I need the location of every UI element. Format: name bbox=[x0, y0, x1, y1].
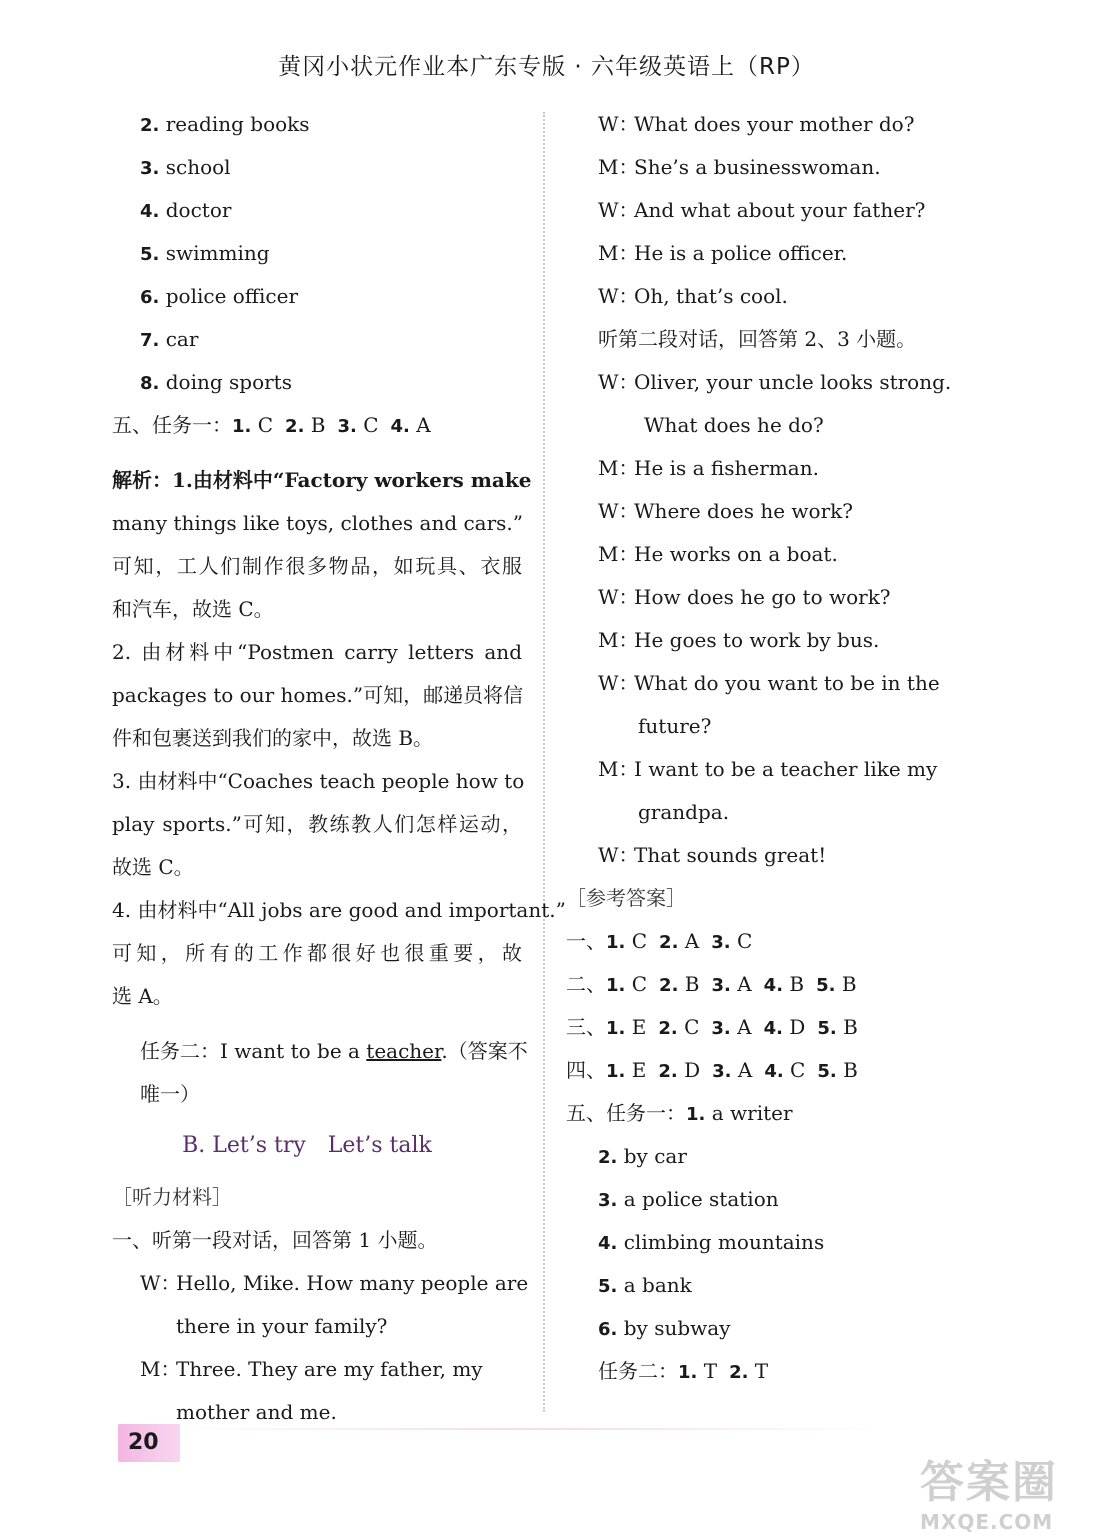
watermark-logo: 答案圈 MXQE.COM bbox=[920, 1457, 1058, 1534]
list-item: 4. doctor bbox=[140, 198, 232, 222]
answer-row: 四、1. E 2. D 3. A 4. C 5. B bbox=[566, 1058, 858, 1082]
analysis-line: 选 A。 bbox=[112, 984, 173, 1008]
list-item: 2. reading books bbox=[140, 112, 310, 136]
dialog-line: W：Where does he work? bbox=[598, 499, 853, 523]
listening-label: ［听力材料］ bbox=[112, 1185, 232, 1209]
analysis-line: 4. 由材料中“All jobs are good and important.” bbox=[112, 898, 566, 922]
page-header: 黄冈小状元作业本广东专版 · 六年级英语上（RP） bbox=[278, 54, 815, 80]
answer-label: ［参考答案］ bbox=[566, 886, 686, 910]
dialog-line: grandpa. bbox=[638, 800, 730, 824]
analysis-line: 解析：1.由材料中“Factory workers make bbox=[112, 468, 532, 492]
list-item: 5. swimming bbox=[140, 241, 270, 265]
analysis-line: 件和包裹送到我们的家中，故选 B。 bbox=[112, 726, 434, 750]
dialog-intro: 听第二段对话，回答第 2、3 小题。 bbox=[598, 327, 917, 351]
dialog-intro: 一、听第一段对话，回答第 1 小题。 bbox=[112, 1228, 438, 1252]
dialog-line: W：Hello, Mike. How many people are bbox=[140, 1271, 529, 1295]
analysis-line: play sports.”可知，教练教人们怎样运动， bbox=[112, 812, 522, 836]
dialog-line: W：Oliver, your uncle looks strong. bbox=[598, 370, 952, 394]
dialog-line: future? bbox=[638, 714, 712, 738]
analysis-line: 可知，工人们制作很多物品，如玩具、衣服 bbox=[112, 554, 522, 578]
left-column bbox=[112, 103, 566, 1434]
task1-answers: 五、任务一：1. C 2. B 3. C 4. A bbox=[112, 413, 431, 437]
list-item: 4. climbing mountains bbox=[598, 1230, 825, 1254]
analysis-line: 故选 C。 bbox=[112, 855, 194, 879]
dialog-line: there in your family? bbox=[176, 1314, 388, 1338]
answer-row: 二、1. C 2. B 3. A 4. B 5. B bbox=[566, 972, 857, 996]
page-number: 20 bbox=[118, 1424, 180, 1462]
analysis-line: 和汽车，故选 C。 bbox=[112, 597, 274, 621]
list-item: 2. by car bbox=[598, 1144, 687, 1168]
dialog-line: M：He is a police officer. bbox=[598, 241, 848, 265]
list-item: 3. a police station bbox=[598, 1187, 779, 1211]
footer-rule bbox=[180, 1428, 880, 1430]
dialog-line: mother and me. bbox=[176, 1400, 337, 1424]
dialog-line: W：And what about your father? bbox=[598, 198, 926, 222]
task2-answer: 任务二：I want to be a teacher.（答案不 bbox=[140, 1039, 528, 1063]
dialog-line: M：He goes to work by bus. bbox=[598, 628, 880, 652]
dialog-line: M：She’s a businesswoman. bbox=[598, 155, 881, 179]
task2-answers: 任务二：1. T 2. T bbox=[598, 1359, 769, 1383]
dialog-line: M：He is a fisherman. bbox=[598, 456, 819, 480]
list-item: 3. school bbox=[140, 155, 231, 179]
dialog-line: W：How does he go to work? bbox=[598, 585, 891, 609]
dialog-line: M：I want to be a teacher like my bbox=[598, 757, 938, 781]
dialog-line: W：What does your mother do? bbox=[598, 112, 915, 136]
task1-answer: 五、任务一：1. a writer bbox=[566, 1101, 793, 1125]
list-item: 7. car bbox=[140, 327, 199, 351]
dialog-line: What does he do? bbox=[644, 413, 824, 437]
analysis-line: 可知，所有的工作都很好也很重要，故 bbox=[112, 941, 522, 965]
list-item: 6. by subway bbox=[598, 1316, 731, 1340]
analysis-line: 2. 由材料中“Postmen carry letters and bbox=[112, 640, 522, 664]
answer-row: 一、1. C 2. A 3. C bbox=[566, 929, 753, 953]
answer-row: 三、1. E 2. C 3. A 4. D 5. B bbox=[566, 1015, 858, 1039]
list-item: 6. police officer bbox=[140, 284, 299, 308]
analysis-line: many things like toys, clothes and cars.” bbox=[112, 511, 524, 535]
task2-answer-cont: 唯一） bbox=[140, 1082, 200, 1106]
dialog-line: M：He works on a boat. bbox=[598, 542, 838, 566]
column-divider bbox=[543, 112, 545, 1412]
dialog-line: M：Three. They are my father, my bbox=[140, 1357, 483, 1381]
analysis-line: packages to our homes.”可知，邮递员将信 bbox=[112, 683, 524, 707]
list-item: 5. a bank bbox=[598, 1273, 692, 1297]
dialog-line: W：That sounds great! bbox=[598, 843, 827, 867]
dialog-line: W：Oh, that’s cool. bbox=[598, 284, 788, 308]
dialog-line: W：What do you want to be in the bbox=[598, 671, 940, 695]
right-column bbox=[566, 103, 986, 1393]
section-title: B. Let’s try Let’s talk bbox=[182, 1133, 432, 1158]
analysis-line: 3. 由材料中“Coaches teach people how to bbox=[112, 769, 525, 793]
list-item: 8. doing sports bbox=[140, 370, 292, 394]
